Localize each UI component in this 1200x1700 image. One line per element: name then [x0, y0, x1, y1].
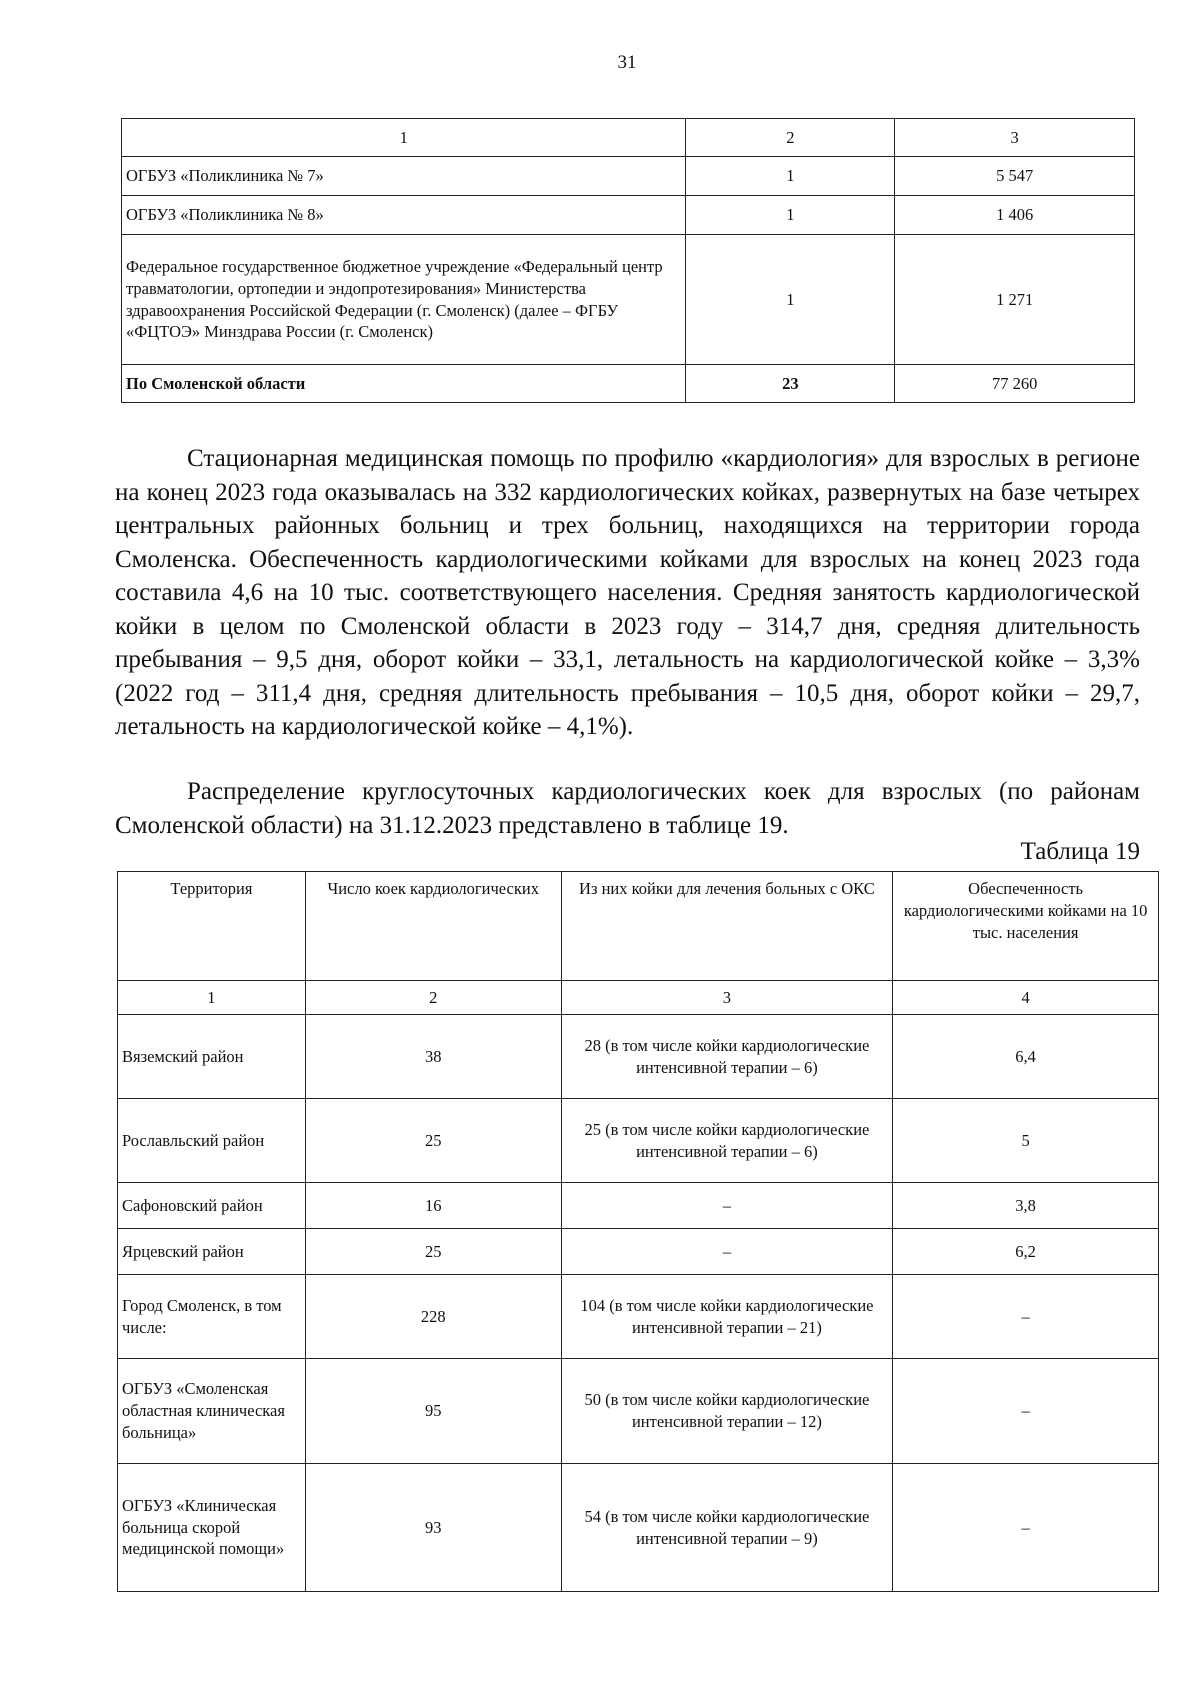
col-number: 2 — [305, 981, 561, 1015]
col-1-header: 1 — [122, 119, 686, 157]
territory: Рославльский район — [118, 1099, 306, 1183]
row-name: ОГБУЗ «Поликлиника № 7» — [122, 157, 686, 196]
provision: 3,8 — [893, 1183, 1159, 1229]
table-top-continuation — [121, 118, 1135, 403]
provision: – — [893, 1464, 1159, 1592]
col-2-header: 2 — [686, 119, 895, 157]
total-count: 23 — [686, 365, 895, 403]
page-number: 31 — [617, 52, 637, 73]
territory: ОГБУЗ «Клиническая больница скорой медицинской помощи» — [118, 1464, 306, 1592]
oks-beds: – — [561, 1183, 893, 1229]
table-row — [118, 1229, 1159, 1275]
row-value: 5 547 — [895, 157, 1135, 196]
table-19 — [117, 871, 1159, 1592]
oks-beds: 28 (в том числе койки кардиологические интенсивной терапии – 6) — [561, 1015, 893, 1099]
header-provision: Обеспеченность кардиологическими койками на 10 тыс. населения — [893, 872, 1159, 981]
table-row — [118, 1183, 1159, 1229]
table-row — [122, 157, 1135, 196]
table-row — [118, 1099, 1159, 1183]
header-oks-beds: Из них койки для лечения больных с ОКС — [561, 872, 893, 981]
table-19-numbers-row — [118, 981, 1159, 1015]
provision: 6,4 — [893, 1015, 1159, 1099]
paragraph-cardiology: Стационарная медицинская помощь по профилю «кардиология» для взрослых в регионе на конец 2023 года оказывалась на 332 кардиологических койках, развернутых на базе четырех центральных районных больниц и трех больниц, находящихся на территории города Смоленска. Обеспеченность кардиологическими койками для взрослых на конец 2023 года составила 4,6 на 10 тыс. соответствующего населения. Средняя занятость кардиологической койки в целом по Смоленской области в 2023 году – 314,7 дня, средняя длительность пребывания – 9,5 дня, оборот койки – 33,1, летальность на кардиологической койке – 3,3% (2022 год – 311,4 дня, средняя длительность пребывания – 10,5 дня, оборот койки – 29,7, летальность на кардиологической койке – 4,1%). — [115, 445, 1140, 740]
col-number: 1 — [118, 981, 306, 1015]
territory: Сафоновский район — [118, 1183, 306, 1229]
table-header-row — [122, 119, 1135, 157]
col-number: 4 — [893, 981, 1159, 1015]
row-count: 1 — [686, 157, 895, 196]
table-19-header-row — [118, 872, 1159, 981]
paragraph-distribution: Распределение круглосуточных кардиологических коек для взрослых (по районам Смоленской области) на 31.12.2023 представлено в таблице 19. — [115, 778, 1140, 839]
table-row — [118, 1275, 1159, 1359]
beds: 95 — [305, 1359, 561, 1464]
col-3-header: 3 — [895, 119, 1135, 157]
beds: 38 — [305, 1015, 561, 1099]
row-count: 1 — [686, 196, 895, 235]
header-beds: Число коек кардиологических — [305, 872, 561, 981]
col-number: 3 — [561, 981, 893, 1015]
territory: ОГБУЗ «Смоленская областная клиническая больница» — [118, 1359, 306, 1464]
beds: 16 — [305, 1183, 561, 1229]
oks-beds: 104 (в том числе койки кардиологические интенсивной терапии – 21) — [561, 1275, 893, 1359]
total-name: По Смоленской области — [122, 365, 686, 403]
provision: 6,2 — [893, 1229, 1159, 1275]
table-row — [118, 1015, 1159, 1099]
provision: 5 — [893, 1099, 1159, 1183]
table-total-row — [122, 365, 1135, 403]
beds: 228 — [305, 1275, 561, 1359]
oks-beds: 25 (в том числе койки кардиологические интенсивной терапии – 6) — [561, 1099, 893, 1183]
provision: – — [893, 1275, 1159, 1359]
table-19-label: Таблица 19 — [1020, 838, 1140, 865]
row-value: 1 271 — [895, 235, 1135, 365]
beds: 93 — [305, 1464, 561, 1592]
beds: 25 — [305, 1099, 561, 1183]
beds: 25 — [305, 1229, 561, 1275]
territory: Вяземский район — [118, 1015, 306, 1099]
territory: Ярцевский район — [118, 1229, 306, 1275]
oks-beds: 50 (в том числе койки кардиологические интенсивной терапии – 12) — [561, 1359, 893, 1464]
header-territory: Территория — [118, 872, 306, 981]
table-row — [122, 235, 1135, 365]
row-value: 1 406 — [895, 196, 1135, 235]
table-row — [122, 196, 1135, 235]
row-name: Федеральное государственное бюджетное учреждение «Федеральный центр травматологии, ортопедии и эндопротезирования» Министерства здравоохранения Российской Федерации (г. Смоленск) (далее – ФГБУ «ФЦТОЭ» Минздрава России (г. Смоленск) — [122, 235, 686, 365]
territory: Город Смоленск, в том числе: — [118, 1275, 306, 1359]
total-value: 77 260 — [895, 365, 1135, 403]
table-row — [118, 1359, 1159, 1464]
table-row — [118, 1464, 1159, 1592]
oks-beds: – — [561, 1229, 893, 1275]
provision: – — [893, 1359, 1159, 1464]
row-count: 1 — [686, 235, 895, 365]
oks-beds: 54 (в том числе койки кардиологические интенсивной терапии – 9) — [561, 1464, 893, 1592]
row-name: ОГБУЗ «Поликлиника № 8» — [122, 196, 686, 235]
